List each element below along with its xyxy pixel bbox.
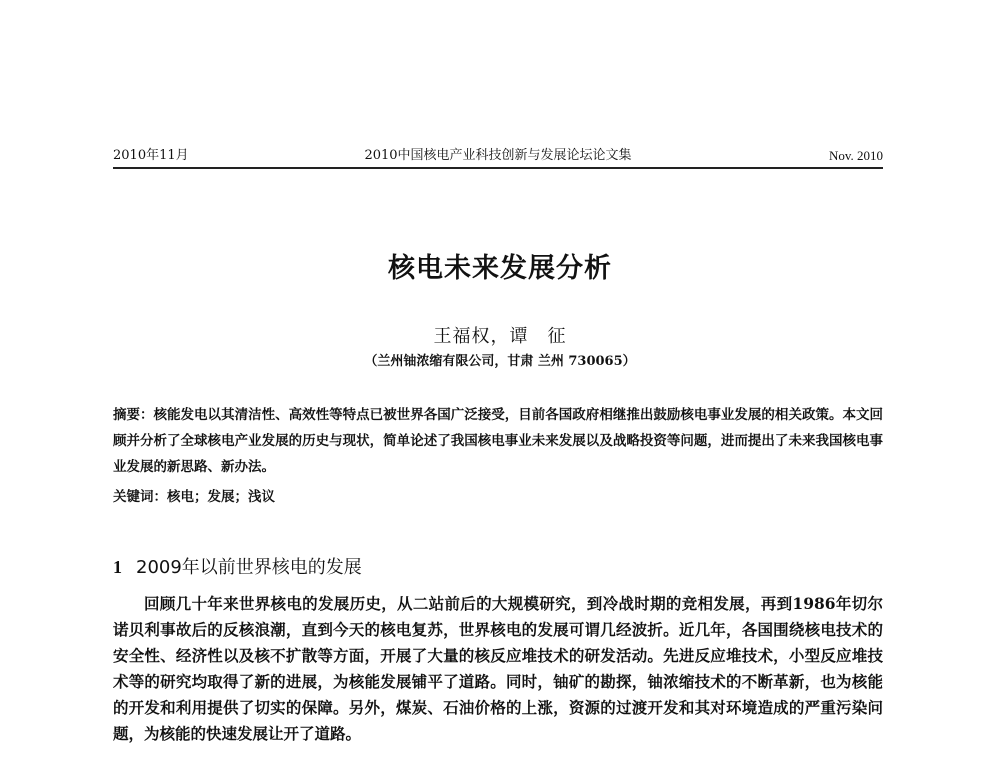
affiliation: （兰州铀浓缩有限公司，甘肃 兰州 730065）: [364, 354, 636, 369]
keywords: 关键词：核电；发展；浅议: [113, 489, 275, 505]
body-paragraph: 回顾几十年来世界核电的发展历史，从二站前后的大规模研究，到冷战时期的竞相发展，再到1986年切尔诺贝利事故后的反核浪潮，直到今天的核电复苏，世界核电的发展可谓几经波折。近几年，各国围绕核电技术的安全性、经济性以及核不扩散等方面，开展了大量的核反应堆技术的研发活动。先进反应堆技术，小型反应堆技术等的研究均取得了新的进展，为核能发展铺平了道路。同时，铀矿的勘探，铀浓缩技术的不断革新，也为核能的开发和利用提供了切实的保障。另外，煤炭、石油价格的上涨，资源的过渡开发和其对环境造成的严重污染问题，为核能的快速发展让开了道路。: [113, 594, 883, 743]
section-heading: [113, 553, 362, 579]
section-title: 2009年以前世界核电的发展: [136, 557, 362, 578]
header-proceedings-title: 2010中国核电产业科技创新与发展论坛论文集: [364, 148, 632, 163]
paper-title: 核电未来发展分析: [388, 253, 612, 284]
header-rule: [113, 167, 883, 169]
header-date: 2010年11月: [113, 148, 189, 163]
running-header: [113, 146, 883, 166]
authors: 王福权，谭 征: [433, 326, 567, 347]
header-date-en: Nov. 2010: [828, 148, 883, 163]
abstract: 摘要：核能发电以其清洁性、高效性等特点已被世界各国广泛接受，目前各国政府相继推出鼓励核电事业发展的相关政策。本文回顾并分析了全球核电产业发展的历史与现状，简单论述了我国核电事业未来发展以及战略投资等问题，进而提出了未来我国核电事业发展的新思路、新办法。: [113, 407, 883, 475]
section-number: 1: [113, 557, 122, 577]
